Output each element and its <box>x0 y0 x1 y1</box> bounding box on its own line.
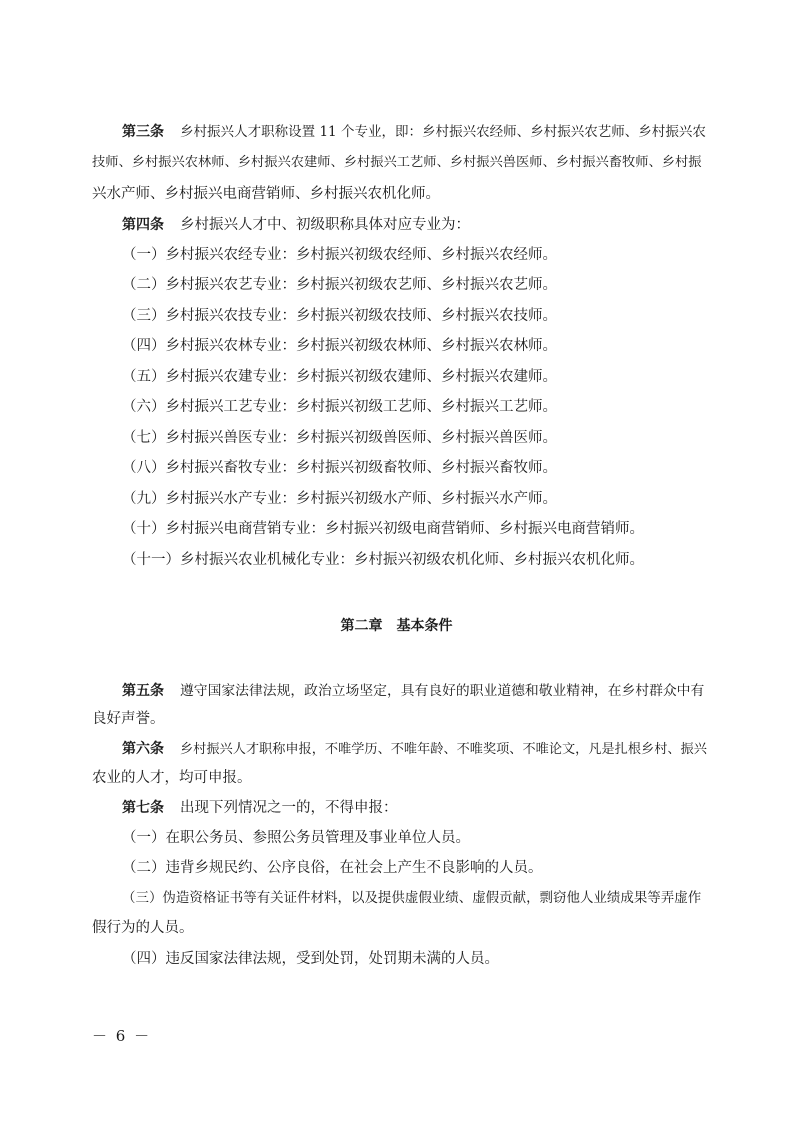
article-5-heading: 第五条 <box>122 683 164 699</box>
article-3-line-1 <box>122 122 706 142</box>
article-4-item-10: （十）乡村振兴电商营销专业：乡村振兴初级电商营销师、乡村振兴电商营销师。 <box>122 521 644 537</box>
article-4-heading: 第四条 <box>122 217 164 233</box>
article-7-item-3-line-1: （三）伪造资格证书等有关证件材料，以及提供虚假业绩、虚假贡献，剽窃他人业绩成果等弄虚作 <box>122 890 702 906</box>
article-5-text-1: 遵守国家法律法规，政治立场坚定，具有良好的职业道德和敬业精神，在乡村群众中有 <box>180 683 705 699</box>
article-3-heading: 第三条 <box>122 124 164 140</box>
article-4-item-4: （四）乡村振兴农林专业：乡村振兴初级农林师、乡村振兴农林师。 <box>122 338 557 354</box>
article-7-heading: 第七条 <box>122 800 164 816</box>
article-3-line-2: 技师、乡村振兴农林师、乡村振兴农建师、乡村振兴工艺师、乡村振兴兽医师、乡村振兴畜牧师、乡村振 <box>92 155 702 170</box>
page-number: － 6 － <box>92 1027 152 1045</box>
article-7-item-4: （四）违反国家法律法规，受到处罚，处罚期未满的人员。 <box>122 951 499 967</box>
article-3-line-3: 兴水产师、乡村振兴电商营销师、乡村振兴农机化师。 <box>92 186 440 202</box>
article-6-heading: 第六条 <box>122 741 164 757</box>
chapter-2-title: 第二章 基本条件 <box>340 618 453 634</box>
article-4-item-5: （五）乡村振兴农建专业：乡村振兴初级农建师、乡村振兴农建师。 <box>122 369 557 385</box>
article-4-item-3: （三）乡村振兴农技专业：乡村振兴初级农技师、乡村振兴农技师。 <box>122 308 557 324</box>
article-4-item-1: （一）乡村振兴农经专业：乡村振兴初级农经师、乡村振兴农经师。 <box>122 247 557 263</box>
article-4-item-2: （二）乡村振兴农艺专业：乡村振兴初级农艺师、乡村振兴农艺师。 <box>122 277 557 293</box>
article-4-item-9: （九）乡村振兴水产专业：乡村振兴初级水产师、乡村振兴水产师。 <box>122 491 557 507</box>
article-6-text-1: 乡村振兴人才职称申报，不唯学历、不唯年龄、不唯奖项、不唯论文，凡是扎根乡村、振兴 <box>180 742 707 757</box>
article-7-line <box>122 798 398 818</box>
article-4-text: 乡村振兴人才中、初级职称具体对应专业为： <box>180 217 470 233</box>
article-7-item-3-line-2: 假行为的人员。 <box>92 920 194 936</box>
article-7-item-1: （一）在职公务员、参照公务员管理及事业单位人员。 <box>122 830 470 846</box>
article-7-item-2: （二）违背乡规民约、公序良俗，在社会上产生不良影响的人员。 <box>122 860 543 876</box>
article-6-line-2: 农业的人才，均可申报。 <box>92 770 252 786</box>
article-4-item-6: （六）乡村振兴工艺专业：乡村振兴初级工艺师、乡村振兴工艺师。 <box>122 399 557 415</box>
article-3-text-1: 乡村振兴人才职称设置 11 个专业，即：乡村振兴农经师、乡村振兴农艺师、乡村振兴农 <box>180 124 706 140</box>
article-4-item-11: （十一）乡村振兴农业机械化专业：乡村振兴初级农机化师、乡村振兴农机化师。 <box>122 552 644 568</box>
article-4-line <box>122 215 470 235</box>
article-6-line-1 <box>122 739 707 760</box>
article-5-line-2: 良好声誉。 <box>92 711 165 727</box>
article-7-text: 出现下列情况之一的，不得申报： <box>180 800 398 816</box>
article-4-item-7: （七）乡村振兴兽医专业：乡村振兴初级兽医师、乡村振兴兽医师。 <box>122 430 557 446</box>
article-5-line-1 <box>122 681 704 701</box>
article-4-item-8: （八）乡村振兴畜牧专业：乡村振兴初级畜牧师、乡村振兴畜牧师。 <box>122 460 557 476</box>
